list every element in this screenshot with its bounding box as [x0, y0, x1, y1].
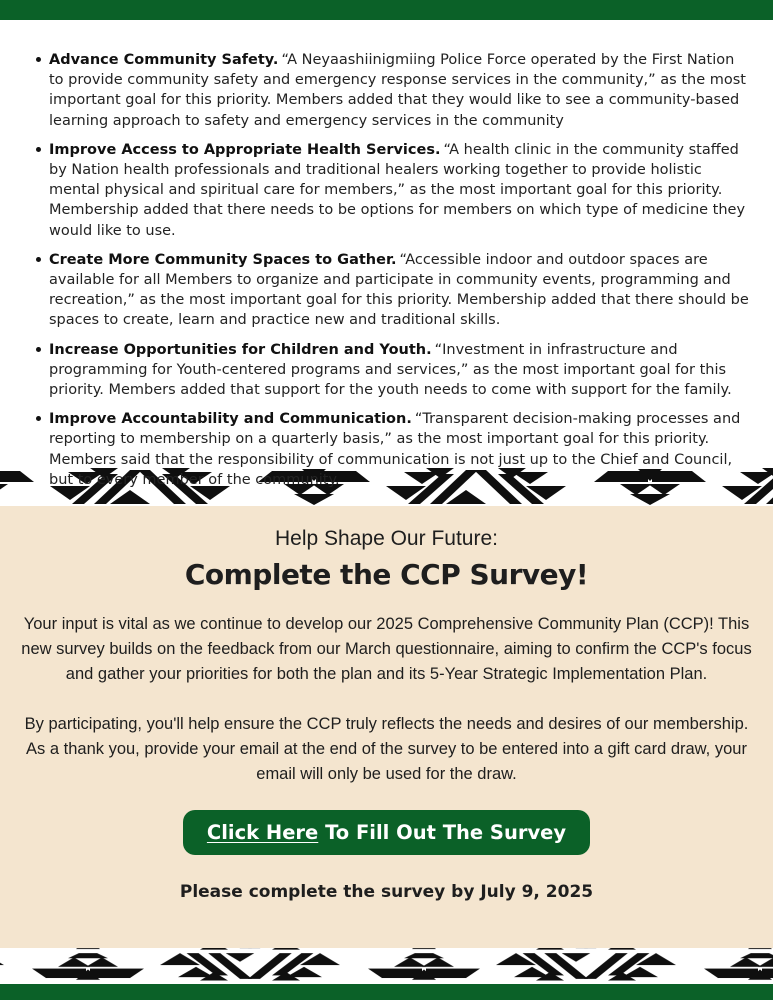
list-item	[36, 250, 751, 331]
survey-button-label: To Fill Out The Survey	[318, 821, 567, 844]
bullet-title: Create More Community Spaces to Gather.	[49, 251, 397, 268]
bullet-title: Improve Access to Appropriate Health Services.	[49, 141, 441, 158]
bullet-title: Improve Accountability and Communication.	[49, 411, 412, 428]
list-item	[36, 340, 751, 401]
survey-section	[0, 506, 773, 948]
survey-link[interactable]: Click Here	[206, 821, 319, 844]
bottom-green-bar	[0, 984, 773, 1000]
priorities-list	[36, 50, 751, 490]
bullet-title: Advance Community Safety.	[49, 52, 279, 68]
top-green-bar	[0, 0, 773, 20]
bullet-text: “A health clinic in the community staffed by Nation health professionals and traditional healers working together to provide holistic mental physical and spiritual care for members,” as the most important goal for this priority. Membership added that there needs to be options for members on which type of medicine they would like to use.	[49, 141, 746, 239]
bullet-dot-icon	[36, 57, 41, 62]
survey-paragraph-2: By participating, you'll help ensure the CCP truly reflects the needs and desires of our membership. As a thank you, provide your email at the end of the survey to be entered into a gift card draw, your email will only be used for the draw.	[24, 715, 749, 783]
list-item	[36, 50, 751, 131]
bullet-dot-icon	[36, 416, 41, 421]
survey-heading-line2: Complete the CCP Survey!	[184, 558, 589, 591]
bullet-title: Increase Opportunities for Children and Youth.	[49, 341, 432, 358]
priorities-section	[0, 20, 773, 488]
bullet-text: “Transparent decision-making processes and reporting to membership on a quarterly basis,” as the most important goal for this priority. Members said that the responsibility of communication is not just up to the Chief and Council, but to every member of the community.	[49, 411, 741, 488]
bullet-dot-icon	[36, 257, 41, 262]
survey-deadline: Please complete the survey by July 9, 2025	[179, 882, 594, 902]
geometric-pattern-icon	[0, 948, 773, 984]
bullet-text: “Investment in infrastructure and programming for Youth-centered programs and services,” as the most important goal for this priority. Members added that support for the youth needs to come with support for the family.	[49, 341, 732, 399]
survey-paragraph-1: Your input is vital as we continue to develop our 2025 Comprehensive Community Plan (CCP)! This new survey builds on the feedback from our March questionnaire, aiming to confirm the CCP's focus and gather your priorities for both the plan and its 5-Year Strategic Implementation Plan.	[21, 615, 752, 683]
survey-heading-line1: Help Shape Our Future:	[275, 527, 498, 550]
pattern-band-bottom	[0, 948, 773, 984]
list-item	[36, 409, 751, 490]
bullet-text: “A Neyaashiinigmiing Police Force operated by the First Nation to provide community safety and emergency response services in the community,” as the most important goal for this priority. Members added that they would like to see a community-based learning approach to safety and emergency services in the community	[49, 52, 746, 129]
bullet-dot-icon	[36, 147, 41, 152]
bullet-text: “Accessible indoor and outdoor spaces are available for all Members to organize and participate in community events, programming and recreation,” as the most important goal for this priority. Membership added that there should be spaces to create, learn and practice new and traditional skills.	[49, 251, 749, 329]
survey-button[interactable]	[183, 810, 590, 855]
bullet-dot-icon	[36, 347, 41, 352]
list-item	[36, 140, 751, 241]
